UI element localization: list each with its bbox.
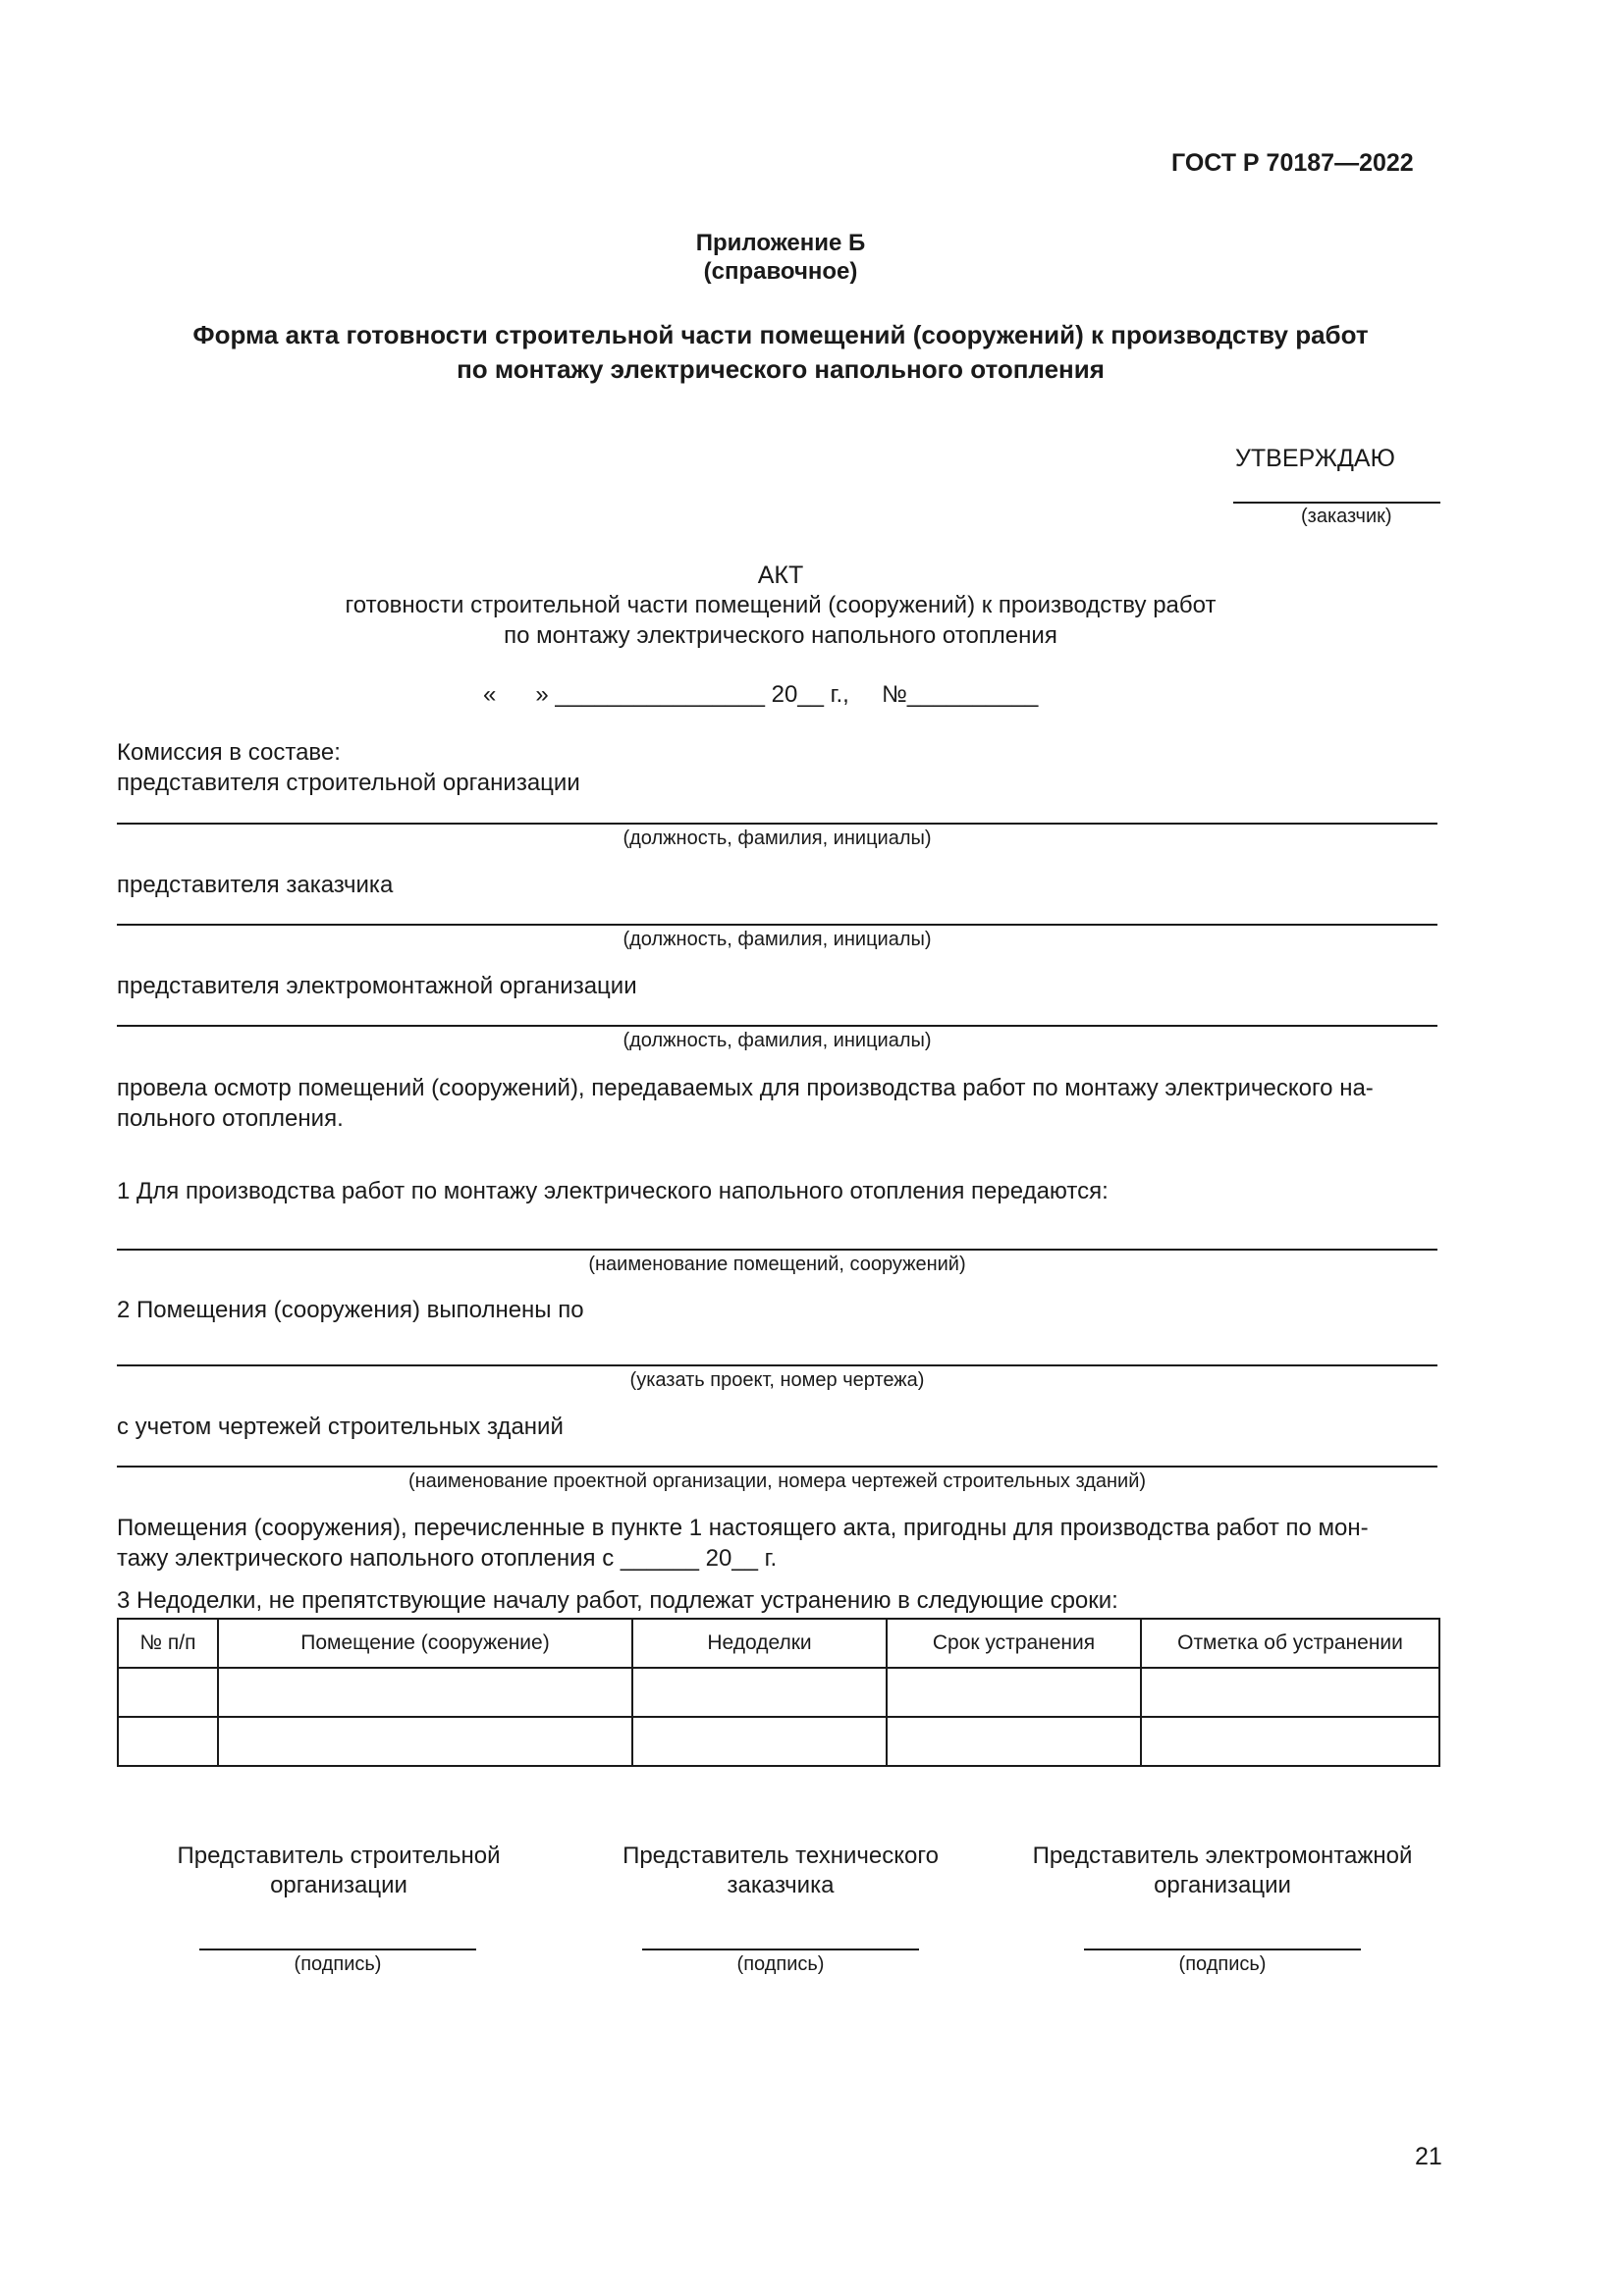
table-cell[interactable] [218, 1717, 632, 1766]
form-title-line2: по монтажу электрического напольного отопления [457, 354, 1105, 384]
signature-electric-line2: организации [1154, 1872, 1291, 1898]
approve-label: УТВЕРЖДАЮ [1235, 445, 1395, 472]
commission-intro: Комиссия в составе: [117, 739, 341, 766]
customer-rep-label: представителя заказчика [117, 872, 394, 898]
appendix-title: Приложение Б [695, 230, 866, 256]
signature-electric-caption: (подпись) [1178, 1953, 1267, 1975]
table-cell[interactable] [632, 1717, 887, 1766]
table-header-row [118, 1619, 1439, 1668]
table-cell[interactable] [1141, 1717, 1439, 1766]
table-cell[interactable] [632, 1668, 887, 1717]
defects-table [117, 1618, 1440, 1767]
standard-number: ГОСТ Р 70187—2022 [1171, 149, 1414, 177]
form-title-line1: Форма акта готовности строительной части помещений (сооружений) к производству работ [192, 320, 1369, 349]
col-header-deadline: Срок устранения [887, 1619, 1141, 1668]
table-cell[interactable] [118, 1717, 218, 1766]
item2-text2: с учетом чертежей строительных зданий [117, 1414, 564, 1440]
table-cell[interactable] [1141, 1668, 1439, 1717]
item2-caption: (указать проект, номер чертежа) [629, 1369, 925, 1391]
signature-technical-caption: (подпись) [736, 1953, 825, 1975]
col-header-defects: Недоделки [632, 1619, 887, 1668]
approve-caption: (заказчик) [1301, 506, 1392, 527]
signature-builder-caption: (подпись) [294, 1953, 382, 1975]
electric-rep-label: представителя электромонтажной организации [117, 973, 637, 999]
customer-rep-line [117, 924, 1437, 926]
page-number: 21 [1415, 2143, 1442, 2170]
approve-signature-line [1233, 502, 1440, 504]
inspection-line1: провела осмотр помещений (сооружений), передаваемых для производства работ по монтажу электрического на- [117, 1075, 1374, 1101]
col-header-number: № п/п [118, 1619, 218, 1668]
col-header-completion-mark: Отметка об устранении [1141, 1619, 1439, 1668]
electric-rep-line [117, 1025, 1437, 1027]
item2-caption2: (наименование проектной организации, номера чертежей строительных зданий) [407, 1470, 1147, 1492]
item3-text: 3 Недоделки, не препятствующие началу работ, подлежат устранению в следующие сроки: [117, 1587, 1118, 1614]
item2-text: 2 Помещения (сооружения) выполнены по [117, 1297, 584, 1323]
item1-text: 1 Для производства работ по монтажу электрического напольного отопления передаются: [117, 1178, 1109, 1204]
electric-rep-caption: (должность, фамилия, инициалы) [623, 1030, 932, 1051]
fitness-line1: Помещения (сооружения), перечисленные в пункте 1 настоящего акта, пригодны для производства работ по мон- [117, 1515, 1369, 1541]
col-header-room: Помещение (сооружение) [218, 1619, 632, 1668]
act-subtitle-line2: по монтажу электрического напольного отопления [504, 622, 1057, 649]
item1-caption: (наименование помещений, сооружений) [588, 1254, 966, 1275]
signature-builder-line1: Представитель строительной [177, 1842, 501, 1869]
appendix-type: (справочное) [703, 258, 858, 285]
inspection-line2: польного отопления. [117, 1105, 344, 1132]
signature-electric-line1: Представитель электромонтажной [1032, 1842, 1413, 1869]
act-title: АКТ [757, 561, 804, 589]
table-row [118, 1717, 1439, 1766]
builder-rep-line [117, 823, 1437, 825]
customer-rep-caption: (должность, фамилия, инициалы) [623, 929, 932, 950]
table-cell[interactable] [218, 1668, 632, 1717]
signature-technical-line2: заказчика [727, 1872, 835, 1898]
signature-builder-line2: организации [270, 1872, 407, 1898]
act-subtitle-line1: готовности строительной части помещений (сооружений) к производству работ [345, 592, 1217, 618]
table-cell[interactable] [887, 1668, 1141, 1717]
builder-rep-caption: (должность, фамилия, инициалы) [623, 828, 932, 849]
act-date-number-line: « » ________________ 20__ г., №__________ [483, 681, 1039, 708]
fitness-line2: тажу электрического напольного отопления с ______ 20__ г. [117, 1545, 778, 1572]
signature-builder-line [199, 1949, 476, 1950]
item1-line [117, 1249, 1437, 1251]
signature-technical-line [642, 1949, 919, 1950]
item2-line [117, 1364, 1437, 1366]
builder-rep-label: представителя строительной организации [117, 770, 580, 796]
table-cell[interactable] [118, 1668, 218, 1717]
table-row [118, 1668, 1439, 1717]
table-cell[interactable] [887, 1717, 1141, 1766]
item2-line2 [117, 1466, 1437, 1468]
signature-electric-line [1084, 1949, 1361, 1950]
signature-technical-line1: Представитель технического [623, 1842, 939, 1869]
